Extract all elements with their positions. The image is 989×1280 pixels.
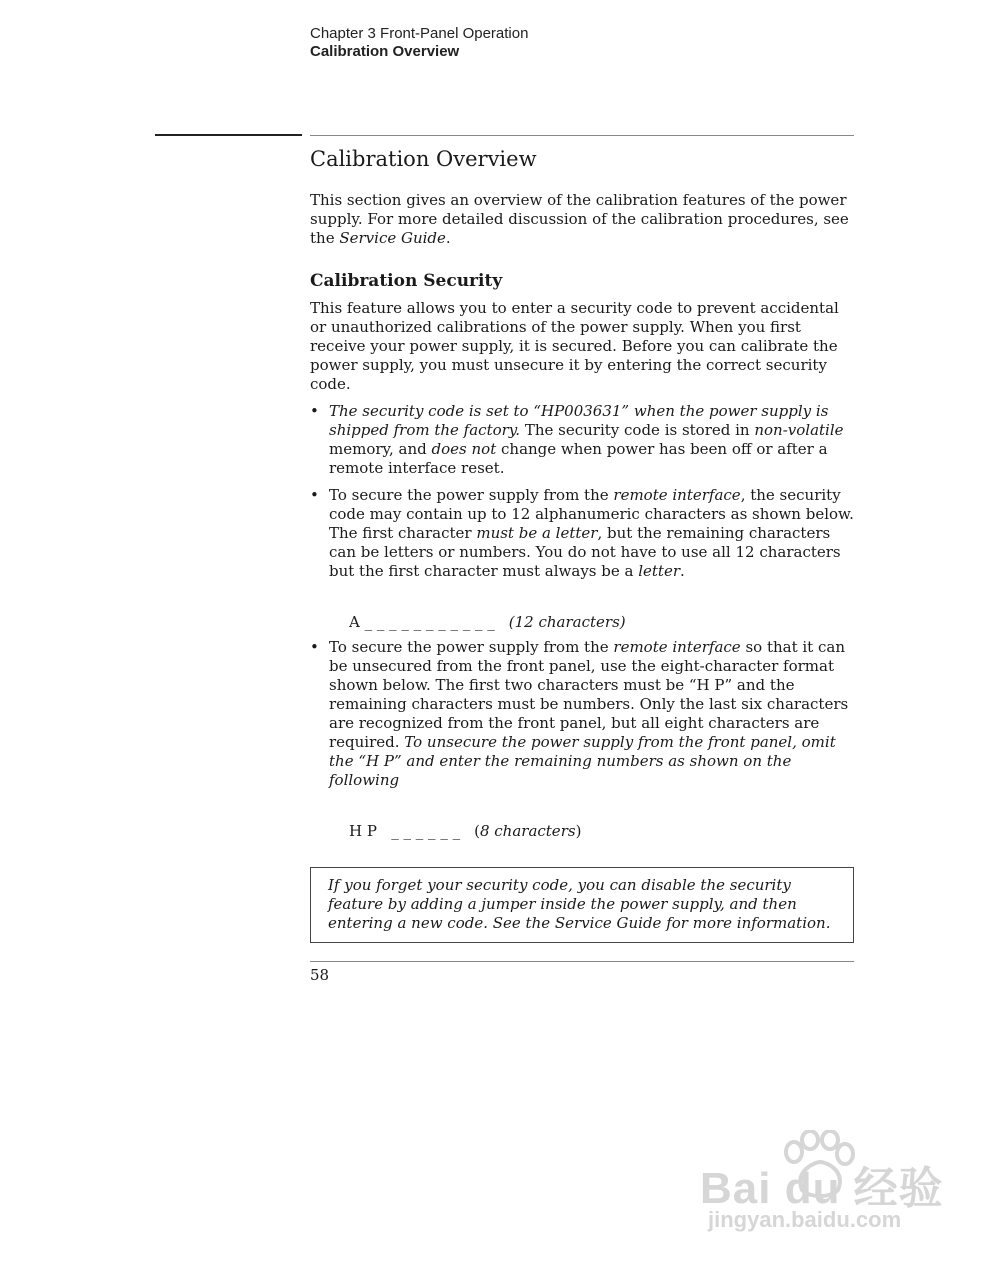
service-guide-ref: Service Guide: [339, 229, 446, 247]
text-span: The security code is stored in: [520, 421, 755, 439]
code-format-12: [310, 613, 854, 632]
bullet-icon: •: [310, 402, 319, 420]
header-section-title: Calibration Overview: [310, 43, 460, 60]
bullet-item-factory-code: [310, 402, 854, 478]
emphasis-span: To unsecure the power supply from the front panel, omit the “H P” and enter the remaining numbers as shown on the following: [329, 733, 836, 789]
bullet-item-front-panel: [310, 638, 854, 790]
paren: (: [474, 822, 480, 840]
bullet-item-remote-secure: [310, 486, 854, 581]
format-note-italic: 8 characters: [479, 822, 576, 840]
page-number: 58: [310, 966, 330, 984]
note-box: If you forget your security code, you can disable the security feature by adding a jumper inside the power supply, and then entering a new code. See the Service Guide for more information.: [310, 867, 854, 943]
subsection-title: Calibration Security: [310, 271, 503, 291]
format-note: [460, 822, 581, 840]
text-span: so that it can be unsecured from the front panel, use the eight-character format shown below. The first two characters must be “H P” and the remaining characters must be numbers. Only the last six characters are recognized from the front panel, but all eight characters are required.: [329, 638, 849, 751]
intro-paragraph: [310, 191, 854, 248]
intro-end: .: [445, 229, 451, 247]
emphasis-span: remote interface: [613, 638, 741, 656]
text-span: , the security code may contain up to 12 alphanumeric characters as shown below. The first character: [329, 486, 854, 542]
text-span: To secure the power supply from the: [329, 638, 614, 656]
text-span: memory, and: [329, 440, 432, 458]
emphasis-span: remote interface: [613, 486, 741, 504]
format-code: A _ _ _ _ _ _ _ _ _ _ _: [349, 613, 495, 631]
format-code: H P _ _ _ _ _ _: [349, 822, 461, 840]
bullet-icon: •: [310, 638, 319, 656]
emphasis-span: must be a letter: [476, 524, 598, 542]
bullet-icon: •: [310, 486, 319, 504]
watermark-url: jingyan.baidu.com: [708, 1207, 902, 1232]
section-title: Calibration Overview: [310, 147, 537, 171]
text-span: change when power has been off or after a remote interface reset.: [329, 440, 828, 477]
factory-code-text: The security code is set to “HP003631” when the power supply is shipped from the factory.: [329, 402, 829, 439]
paren: ): [575, 822, 582, 840]
bullet-list: [310, 402, 854, 581]
footer-rule: [310, 961, 854, 962]
section-rule-left: [155, 134, 302, 136]
emphasis-span: does not: [431, 440, 497, 458]
running-header: [310, 25, 528, 61]
chapter-title: Chapter 3 Front-Panel Operation: [310, 25, 529, 42]
security-paragraph: This feature allows you to enter a security code to prevent accidental or unauthorized calibrations of the power supply. When you first receive your power supply, it is secured. Before you can calibrate the power supply, you must unsecure it by entering the correct security code.: [310, 299, 839, 393]
emphasis-span: letter: [638, 562, 681, 580]
format-note: (12 characters): [508, 613, 626, 631]
main-content: [310, 145, 854, 943]
watermark-brand: Bai du 经验: [700, 1164, 944, 1213]
text-span: To secure the power supply from the: [329, 486, 614, 504]
code-format-8: [310, 822, 854, 841]
section-rule-right: [310, 135, 854, 136]
emphasis-span: non-volatile: [754, 421, 844, 439]
bullet-list: [310, 638, 854, 790]
text-span: .: [680, 562, 685, 580]
intro-text: This section gives an overview of the calibration features of the power supply. For more detailed discussion of the calibration procedures, see the: [310, 191, 849, 247]
text-span: , but the remaining characters can be letters or numbers. You do not have to use all 12 characters but the first character must always be a: [329, 524, 841, 580]
